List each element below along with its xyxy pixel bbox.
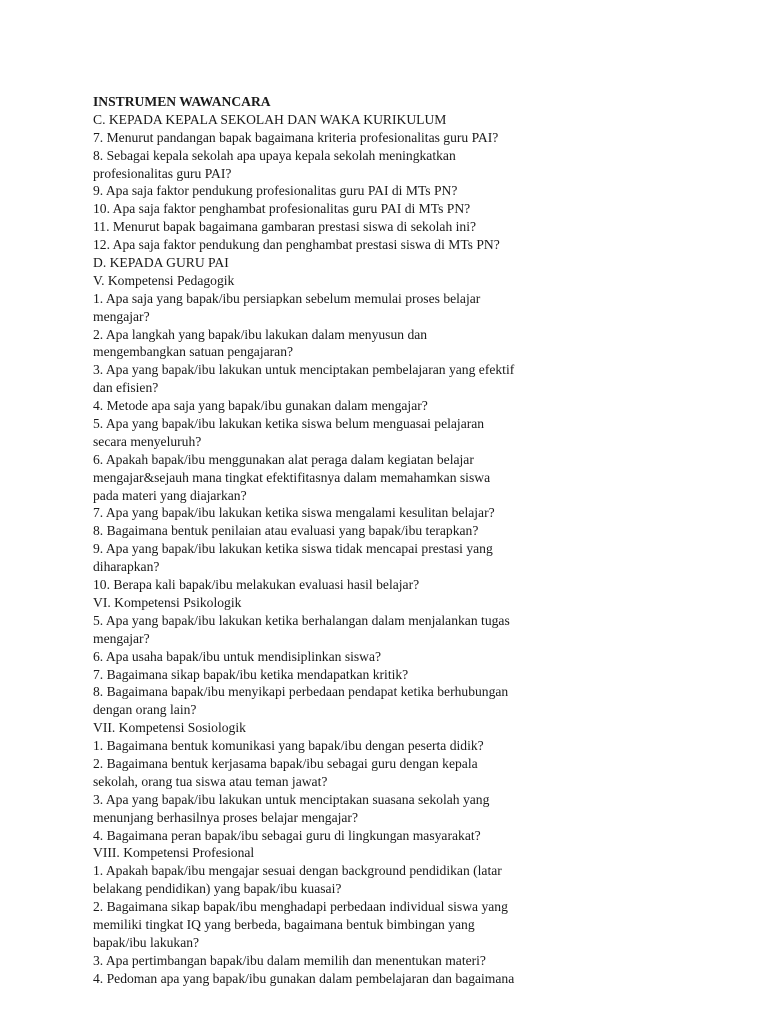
document-line: D. KEPADA GURU PAI xyxy=(93,255,229,271)
document-line: V. Kompetensi Pedagogik xyxy=(93,272,235,288)
document-line: mengajar? xyxy=(93,308,150,324)
document-line: 2. Apa langkah yang bapak/ibu lakukan dalam menyusun dan xyxy=(93,326,428,342)
document-line: VII. Kompetensi Sosiologik xyxy=(93,720,246,736)
document-line: 4. Pedoman apa yang bapak/ibu gunakan dalam pembelajaran dan bagaimana xyxy=(93,970,515,986)
document-line: 8. Bagaimana bapak/ibu menyikapi perbedaan pendapat ketika berhubungan xyxy=(93,684,509,700)
document-line: 1. Apakah bapak/ibu mengajar sesuai dengan background pendidikan (latar xyxy=(93,863,502,879)
document-line: 5. Apa yang bapak/ibu lakukan ketika berhalangan dalam menjalankan tugas xyxy=(93,612,510,628)
document-line: 2. Bagaimana sikap bapak/ibu menghadapi perbedaan individual siswa yang xyxy=(93,899,508,915)
document-line: 7. Bagaimana sikap bapak/ibu ketika mendapatkan kritik? xyxy=(93,666,409,682)
document-line: mengajar? xyxy=(93,630,150,646)
document-lines xyxy=(93,111,593,988)
document-line: 3. Apa yang bapak/ibu lakukan untuk menciptakan pembelajaran yang efektif xyxy=(93,362,515,378)
document-line: 9. Apa saja faktor pendukung profesionalitas guru PAI di MTs PN? xyxy=(93,183,458,199)
document-line: 4. Bagaimana peran bapak/ibu sebagai guru di lingkungan masyarakat? xyxy=(93,827,481,843)
document-line: VIII. Kompetensi Profesional xyxy=(93,845,255,861)
document-line: 6. Apakah bapak/ibu menggunakan alat peraga dalam kegiatan belajar xyxy=(93,451,474,467)
document-line: 6. Apa usaha bapak/ibu untuk mendisiplinkan siswa? xyxy=(93,648,382,664)
document-line: secara menyeluruh? xyxy=(93,433,202,449)
document-line: profesionalitas guru PAI? xyxy=(93,165,232,181)
document-line: 12. Apa saja faktor pendukung dan penghambat prestasi siswa di MTs PN? xyxy=(93,237,500,253)
document-line: 7. Apa yang bapak/ibu lakukan ketika siswa mengalami kesulitan belajar? xyxy=(93,505,495,521)
document-line: VI. Kompetensi Psikologik xyxy=(93,594,242,610)
document-line: belakang pendidikan) yang bapak/ibu kuasai? xyxy=(93,881,342,897)
document-line: bapak/ibu lakukan? xyxy=(93,934,200,950)
document-line: memiliki tingkat IQ yang berbeda, bagaimana bentuk bimbingan yang xyxy=(93,916,475,932)
document-line: 1. Bagaimana bentuk komunikasi yang bapak/ibu dengan peserta didik? xyxy=(93,738,484,754)
document-line: dan efisien? xyxy=(93,380,159,396)
document-line: diharapkan? xyxy=(93,559,160,575)
document-title: INSTRUMEN WAWANCARA xyxy=(93,94,271,109)
document-line: 5. Apa yang bapak/ibu lakukan ketika siswa belum menguasai pelajaran xyxy=(93,416,485,432)
document-line: mengajar&sejauh mana tingkat efektifitasnya dalam memahamkan siswa xyxy=(93,469,491,485)
document-line: 11. Menurut bapak bagaimana gambaran prestasi siswa di sekolah ini? xyxy=(93,219,477,235)
document-body xyxy=(93,93,593,988)
document-line: 1. Apa saja yang bapak/ibu persiapkan sebelum memulai proses belajar xyxy=(93,290,481,306)
document-line: 3. Apa pertimbangan bapak/ibu dalam memilih dan menentukan materi? xyxy=(93,952,486,968)
document-line: 3. Apa yang bapak/ibu lakukan untuk menciptakan suasana sekolah yang xyxy=(93,791,490,807)
document-line: mengembangkan satuan pengajaran? xyxy=(93,344,294,360)
document-line: 9. Apa yang bapak/ibu lakukan ketika siswa tidak mencapai prestasi yang xyxy=(93,541,493,557)
document-line: C. KEPADA KEPALA SEKOLAH DAN WAKA KURIKULUM xyxy=(93,111,447,127)
document-line: 2. Bagaimana bentuk kerjasama bapak/ibu sebagai guru dengan kepala xyxy=(93,755,478,771)
document-line: 10. Berapa kali bapak/ibu melakukan evaluasi hasil belajar? xyxy=(93,577,420,593)
document-line: 7. Menurut pandangan bapak bagaimana kriteria profesionalitas guru PAI? xyxy=(93,129,499,145)
document-line: sekolah, orang tua siswa atau teman jawat? xyxy=(93,773,328,789)
document-line: dengan orang lain? xyxy=(93,702,197,718)
document-line: 4. Metode apa saja yang bapak/ibu gunakan dalam mengajar? xyxy=(93,398,428,414)
document-line: 8. Bagaimana bentuk penilaian atau evaluasi yang bapak/ibu terapkan? xyxy=(93,523,479,539)
document-line: 10. Apa saja faktor penghambat profesionalitas guru PAI di MTs PN? xyxy=(93,201,471,217)
document-line: pada materi yang diajarkan? xyxy=(93,487,247,503)
document-line: menunjang berhasilnya proses belajar mengajar? xyxy=(93,809,358,825)
document-line: 8. Sebagai kepala sekolah apa upaya kepala sekolah meningkatkan xyxy=(93,147,456,163)
